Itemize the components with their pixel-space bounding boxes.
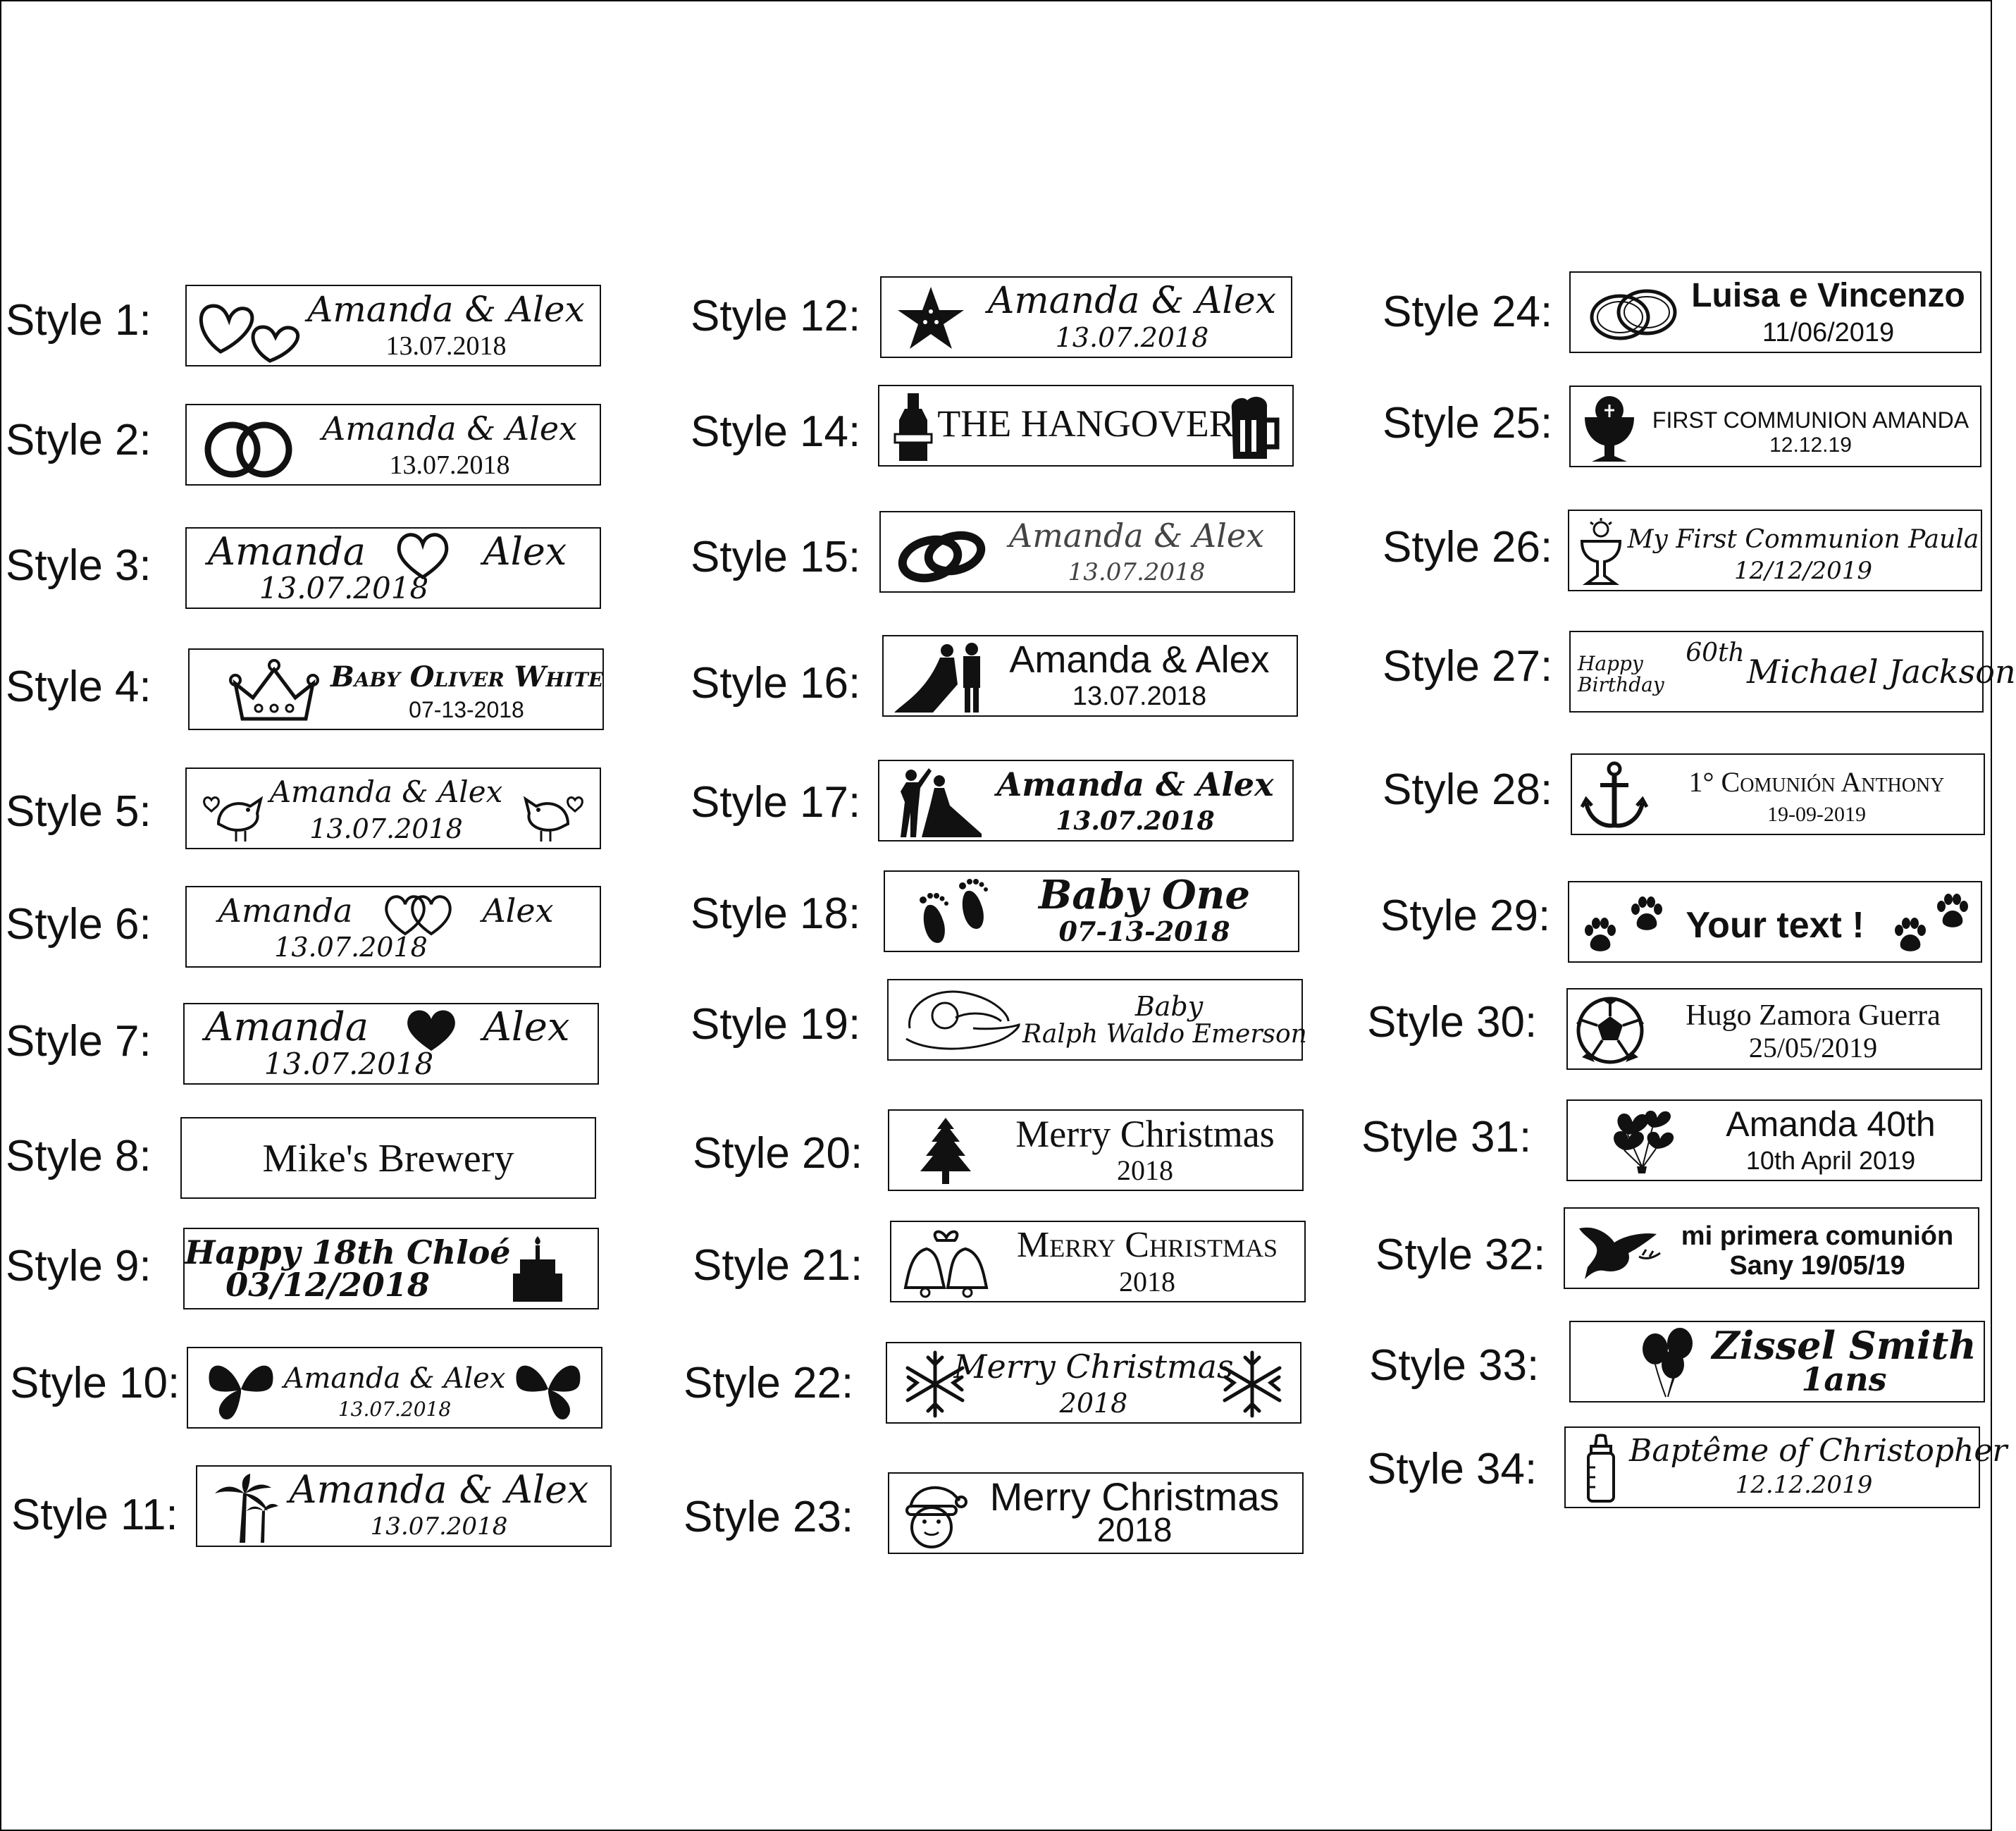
- style-29-text: Your text !: [1686, 905, 1865, 946]
- style-28-plate[interactable]: [1571, 753, 1985, 835]
- style-14-plate[interactable]: [878, 385, 1294, 467]
- anchor-icon: [1579, 760, 1650, 831]
- soccer-ball-icon: [1575, 995, 1645, 1066]
- santa-icon: [896, 1479, 967, 1550]
- style-24-date: 11/06/2019: [1762, 318, 1895, 347]
- sleeping-baby-icon: [903, 986, 1022, 1056]
- style-30-date: 25/05/2019: [1748, 1032, 1878, 1064]
- rings-icon: [895, 518, 987, 588]
- style-30-name: Hugo Zamora Guerra: [1686, 999, 1941, 1032]
- style-2-label: Style 2:: [6, 416, 151, 464]
- style-23-plate[interactable]: [888, 1472, 1304, 1554]
- birthday-cake-icon: [506, 1235, 569, 1305]
- style-12-date: 13.07.2018: [1055, 322, 1209, 353]
- style-7-date: 13.07.2018: [264, 1047, 434, 1081]
- style-33-plate[interactable]: [1569, 1321, 1985, 1402]
- style-23-title: Merry Christmas: [989, 1474, 1280, 1519]
- style-2-plate[interactable]: [185, 404, 601, 486]
- style-26-label: Style 26:: [1383, 523, 1553, 572]
- style-32-title: mi primera comunión: [1681, 1221, 1954, 1251]
- style-31-label: Style 31:: [1361, 1113, 1532, 1161]
- balloons-icon: [1634, 1328, 1705, 1398]
- style-10-names: Amanda & Alex: [283, 1362, 506, 1395]
- style-15-plate[interactable]: [879, 511, 1295, 593]
- style-32-plate[interactable]: [1564, 1207, 1979, 1289]
- style-30-label: Style 30:: [1367, 998, 1538, 1047]
- christmas-bells-icon: [898, 1228, 997, 1298]
- style-27-greeting: Happy Birthday: [1578, 652, 1664, 696]
- style-12-plate[interactable]: [880, 276, 1292, 358]
- style-17-label: Style 17:: [691, 778, 861, 827]
- style-3-date: 13.07.2018: [259, 571, 429, 605]
- style-26-plate[interactable]: [1568, 510, 1982, 591]
- style-3-name-b: Alex: [483, 529, 567, 574]
- style-7-plate[interactable]: [183, 1003, 599, 1085]
- style-34-title: Baptême of Christopher: [1629, 1433, 2008, 1469]
- dancing-couple-icon: [886, 767, 985, 837]
- style-28-title: 1° Comunión Anthony: [1688, 766, 1945, 798]
- style-25-title: FIRST COMMUNION AMANDA: [1652, 407, 1969, 433]
- baby-feet-icon: [913, 877, 998, 948]
- wedding-rings-icon: [197, 411, 303, 481]
- style-3-name-a: Amanda: [208, 529, 366, 574]
- style-21-label: Style 21:: [693, 1241, 863, 1290]
- style-3-label: Style 3:: [6, 541, 151, 590]
- style-1-plate[interactable]: [185, 285, 601, 366]
- style-10-plate[interactable]: [187, 1347, 602, 1429]
- style-31-plate[interactable]: [1566, 1099, 1982, 1181]
- style-25-plate[interactable]: [1569, 386, 1981, 467]
- style-27-name: Michael Jackson: [1747, 653, 2016, 691]
- style-1-label: Style 1:: [6, 296, 151, 345]
- style-22-title: Merry Christmas: [953, 1348, 1234, 1386]
- style-2-date: 13.07.2018: [389, 450, 510, 480]
- style-16-date: 13.07.2018: [1072, 682, 1207, 711]
- style-4-plate[interactable]: [188, 648, 604, 730]
- style-27-plate[interactable]: [1569, 631, 2016, 713]
- christmas-tree-icon: [910, 1116, 981, 1187]
- style-6-plate[interactable]: [185, 886, 601, 968]
- style-20-title: Merry Christmas: [1015, 1113, 1275, 1155]
- style-21-plate[interactable]: [890, 1221, 1306, 1302]
- style-15-date: 13.07.2018: [1068, 558, 1206, 586]
- style-5-names: Amanda & Alex: [269, 775, 503, 809]
- baby-bottle-icon: [1580, 1434, 1622, 1504]
- style-12-label: Style 12:: [691, 292, 861, 340]
- style-26-date: 12/12/2019: [1734, 557, 1872, 585]
- style-8-plate[interactable]: [180, 1117, 596, 1199]
- style-33-age: 1ans: [1801, 1360, 1887, 1398]
- style-31-title: Amanda 40th: [1726, 1104, 1936, 1144]
- style-20-year: 2018: [1117, 1154, 1173, 1186]
- style-21-year: 2018: [1119, 1266, 1175, 1297]
- style-20-label: Style 20:: [693, 1129, 863, 1178]
- style-1-date: 13.07.2018: [385, 331, 507, 361]
- style-14-label: Style 14:: [691, 407, 861, 456]
- style-19-title: Baby: [1134, 991, 1204, 1022]
- style-1-names: Amanda & Alex: [307, 289, 585, 330]
- style-10-date: 13.07.2018: [338, 1398, 452, 1421]
- style-22-year: 2018: [1059, 1388, 1128, 1419]
- style-17-names: Amanda & Alex: [996, 765, 1274, 803]
- chalice-icon: [1578, 393, 1641, 463]
- style-5-date: 13.07.2018: [309, 813, 463, 844]
- style-15-label: Style 15:: [691, 533, 861, 581]
- style-11-plate[interactable]: [196, 1465, 612, 1547]
- style-14-text: THE HANGOVER: [937, 402, 1235, 445]
- style-23-label: Style 23:: [684, 1493, 854, 1541]
- style-33-name: Zissel Smith: [1712, 1323, 1977, 1368]
- style-24-plate[interactable]: [1569, 271, 1981, 353]
- style-24-names: Luisa e Vincenzo: [1691, 277, 1965, 314]
- style-8-text: Mike's Brewery: [262, 1137, 514, 1180]
- style-9-date: 03/12/2018: [225, 1266, 430, 1304]
- style-7-name-a: Amanda: [204, 1004, 369, 1050]
- style-6-name-a: Amanda: [218, 892, 353, 930]
- starfish-icon: [896, 283, 966, 354]
- style-16-plate[interactable]: [882, 635, 1298, 717]
- style-33-label: Style 33:: [1369, 1341, 1540, 1390]
- dove-icon: [1572, 1214, 1664, 1285]
- style-24-label: Style 24:: [1383, 288, 1553, 336]
- style-29-plate[interactable]: [1568, 881, 1982, 963]
- heart-balloons-icon: [1603, 1106, 1681, 1177]
- style-19-name: Ralph Waldo Emerson: [1022, 1020, 1307, 1049]
- style-9-title: Happy 18th Chloé: [185, 1233, 511, 1271]
- style-6-date: 13.07.2018: [274, 932, 428, 963]
- style-11-label: Style 11:: [11, 1491, 178, 1539]
- wedding-couple-icon: [891, 642, 989, 713]
- style-29-label: Style 29:: [1380, 892, 1551, 940]
- style-27-age: 60th: [1686, 639, 1745, 667]
- style-5-plate[interactable]: [185, 767, 601, 849]
- style-32-date: Sany 19/05/19: [1729, 1251, 1905, 1281]
- style-2-names: Amanda & Alex: [321, 409, 578, 448]
- style-11-names: Amanda & Alex: [289, 1467, 589, 1512]
- style-9-plate[interactable]: [183, 1228, 599, 1309]
- style-25-date: 12.12.19: [1769, 433, 1852, 457]
- style-11-date: 13.07.2018: [370, 1512, 508, 1541]
- style-18-title: Baby One: [1039, 872, 1250, 918]
- style-6-label: Style 6:: [6, 900, 151, 949]
- style-4-name: Baby Oliver White: [330, 660, 604, 693]
- style-34-date: 12.12.2019: [1735, 1471, 1873, 1499]
- style-19-label: Style 19:: [691, 1000, 861, 1049]
- style-31-date: 10th April 2019: [1745, 1146, 1916, 1175]
- style-25-label: Style 25:: [1383, 399, 1553, 448]
- style-30-plate[interactable]: [1566, 988, 1982, 1070]
- style-18-label: Style 18:: [691, 889, 861, 938]
- style-4-label: Style 4:: [6, 662, 151, 711]
- style-9-label: Style 9:: [6, 1242, 151, 1290]
- style-15-names: Amanda & Alex: [1008, 517, 1265, 555]
- style-34-label: Style 34:: [1367, 1445, 1538, 1493]
- style-7-name-b: Alex: [483, 1004, 570, 1050]
- style-16-label: Style 16:: [691, 659, 861, 708]
- style-34-plate[interactable]: [1564, 1426, 2008, 1508]
- style-17-date: 13.07.2018: [1056, 806, 1215, 836]
- style-12-names: Amanda & Alex: [987, 280, 1277, 322]
- style-20-plate[interactable]: [888, 1109, 1304, 1191]
- style-6-name-b: Alex: [482, 892, 554, 930]
- style-23-year: 2018: [1096, 1512, 1173, 1549]
- style-22-label: Style 22:: [684, 1359, 854, 1407]
- style-28-label: Style 28:: [1383, 765, 1553, 814]
- style-5-label: Style 5:: [6, 787, 151, 836]
- style-4-date: 07-13-2018: [409, 697, 524, 722]
- style-18-date: 07-13-2018: [1058, 916, 1230, 947]
- style-16-names: Amanda & Alex: [1009, 639, 1270, 681]
- style-27-label: Style 27:: [1383, 642, 1553, 691]
- style-10-label: Style 10:: [10, 1359, 180, 1407]
- style-7-label: Style 7:: [6, 1017, 151, 1066]
- style-18-plate[interactable]: [884, 870, 1299, 952]
- crown-icon: [225, 655, 323, 726]
- style-26-title: My First Communion Paula: [1627, 525, 1979, 554]
- style-19-plate[interactable]: [887, 979, 1307, 1061]
- chalice-sun-icon: [1576, 517, 1626, 587]
- style-32-label: Style 32:: [1375, 1231, 1546, 1279]
- interlocked-rings-icon: [1585, 278, 1683, 349]
- style-22-plate[interactable]: [886, 1342, 1301, 1424]
- style-21-title: Merry Christmas: [1017, 1225, 1278, 1265]
- style-3-plate[interactable]: [185, 527, 601, 609]
- style-17-plate[interactable]: [878, 760, 1294, 841]
- style-28-date: 19-09-2019: [1767, 803, 1866, 826]
- style-8-label: Style 8:: [6, 1132, 151, 1180]
